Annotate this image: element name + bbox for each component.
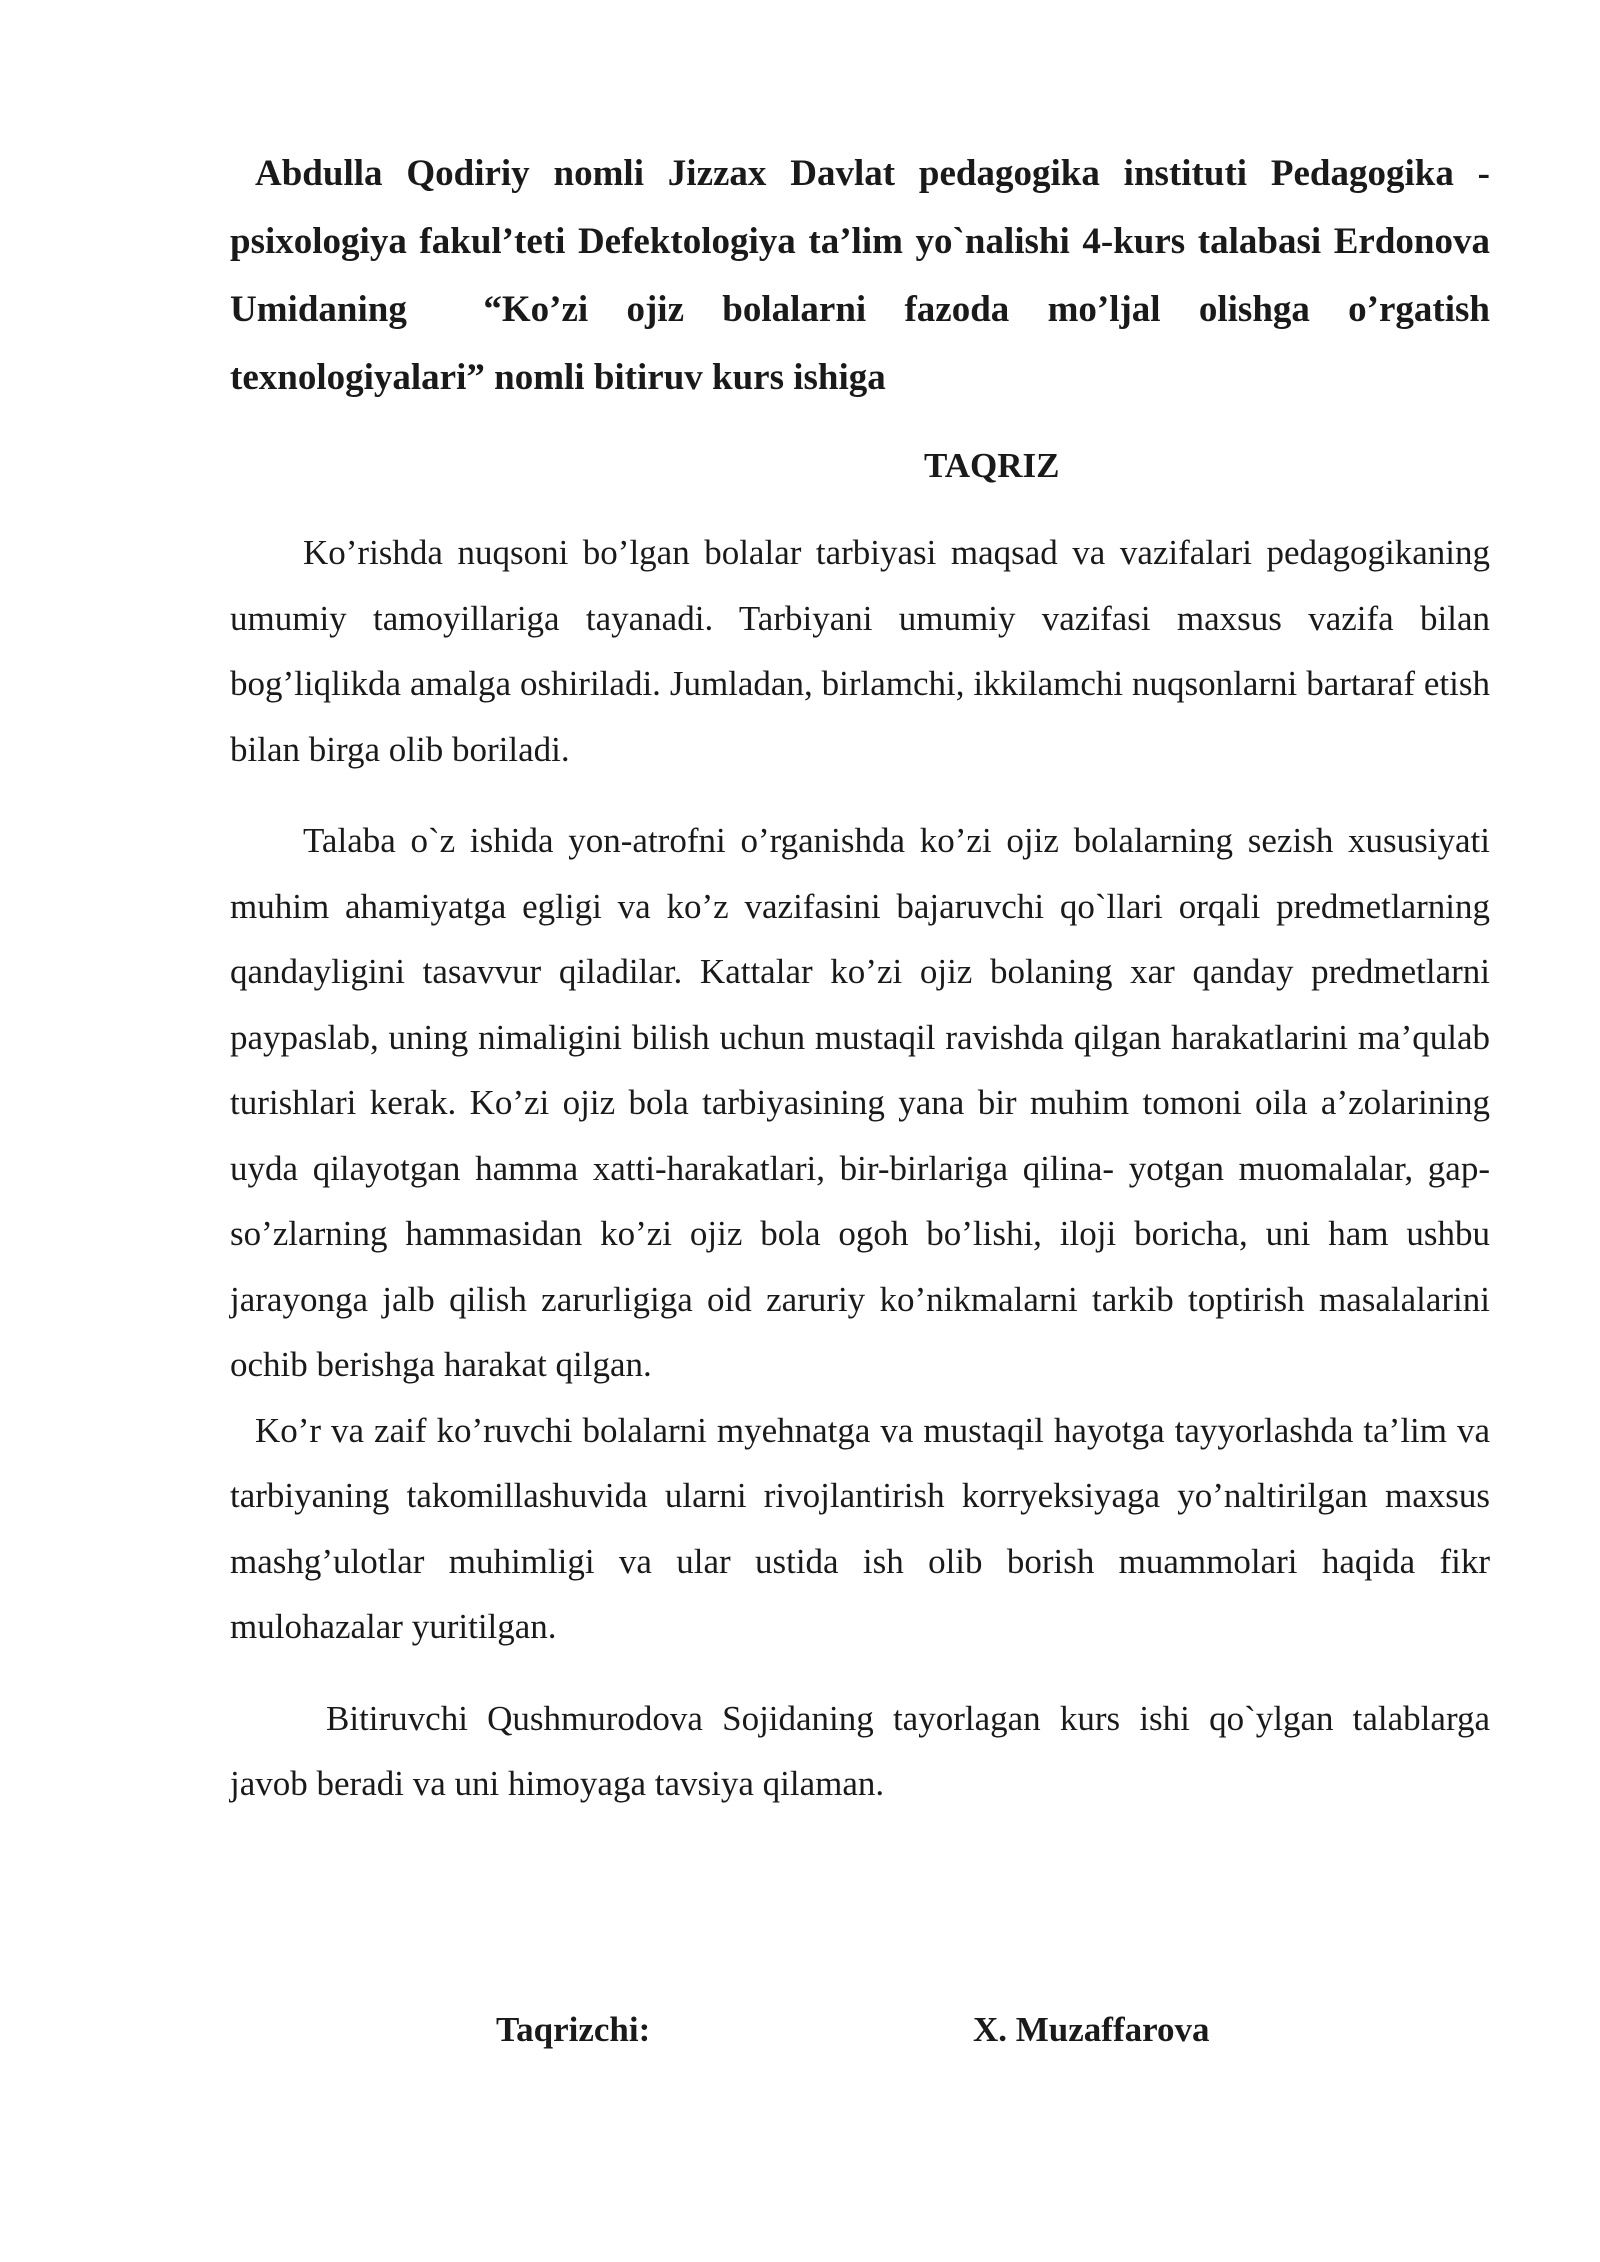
document-page [230, 140, 1490, 1817]
signature-name: X. Muzaffarova [973, 2010, 1210, 2049]
document-heading: Abdulla Qodiriy nomli Jizzax Davlat pedagogika instituti Pedagogika - psixologiya fakul’teti Defektologiya ta’lim yo`nalishi 4-kurs talabasi Erdonova Umidaning “Ko’zi ojiz bolalarni fazoda mo’ljal olishga o’rgatish texnologiyalari” nomli bitiruv kurs ishiga [230, 153, 1490, 398]
paragraph-4: Bitiruvchi Qushmurodova Sojidaning tayorlagan kurs ishi qo`ylgan talablarga javob beradi va uni himoyaga tavsiya qilaman. [230, 1698, 1490, 1803]
signature-block [0, 2010, 1600, 2070]
paragraph-2: Talaba o`z ishida yon-atrofni o’rganishda ko’zi ojiz bolalarning sezish xususiyati muhim ahamiyatga egligi va ko’z vazifasini bajaruvchi qo`llari orqali predmetlarning qandayligini tasavvur qiladilar. Kattalar ko’zi ojiz bolaning xar qanday predmetlarni paypaslab, uning nimaligini bilish uchun mustaqil ravishda qilgan harakatlarini ma’qulab turishlari kerak. Ko’zi ojiz bola tarbiyasining yana bir muhim tomoni oila a’zolarining uyda qilayotgan hamma xatti-harakatlari, bir-birlariga qilina- yotgan muomalalar, gap-so’zlarning hammasidan ko’zi ojiz bola ogoh bo’lishi, iloji boricha, uni ham ushbu jarayonga jalb qilish zarurligiga oid zaruriy ko’nikmalarni tarkib toptirish masalalarini ochib berishga harakat qilgan. [230, 821, 1490, 1384]
paragraph-1: Ko’rishda nuqsoni bo’lgan bolalar tarbiyasi maqsad va vazifalari pedagogikaning umumiy tamoyillariga tayanadi. Tarbiyani umumiy vazifasi maxsus vazifa bilan bog’liqlikda amalga oshiriladi. Jumladan, birlamchi, ikkilamchi nuqsonlarni bartaraf etish bilan birga olib boriladi. [230, 533, 1490, 769]
paragraph-3: Ko’r va zaif ko’ruvchi bolalarni myehnatga va mustaqil hayotga tayyorlashda ta’lim va tarbiyaning takomillashuvida ularni rivojlantirish korryeksiyaga yo’naltirilgan maxsus mashg’ulotlar muhimligi va ular ustida ish olib borish muammolari haqida fikr mulohazalar yuritilgan. [230, 1410, 1490, 1646]
signature-label: Taqrizchi: [496, 2010, 651, 2049]
document-title: TAQRIZ [924, 446, 1060, 485]
